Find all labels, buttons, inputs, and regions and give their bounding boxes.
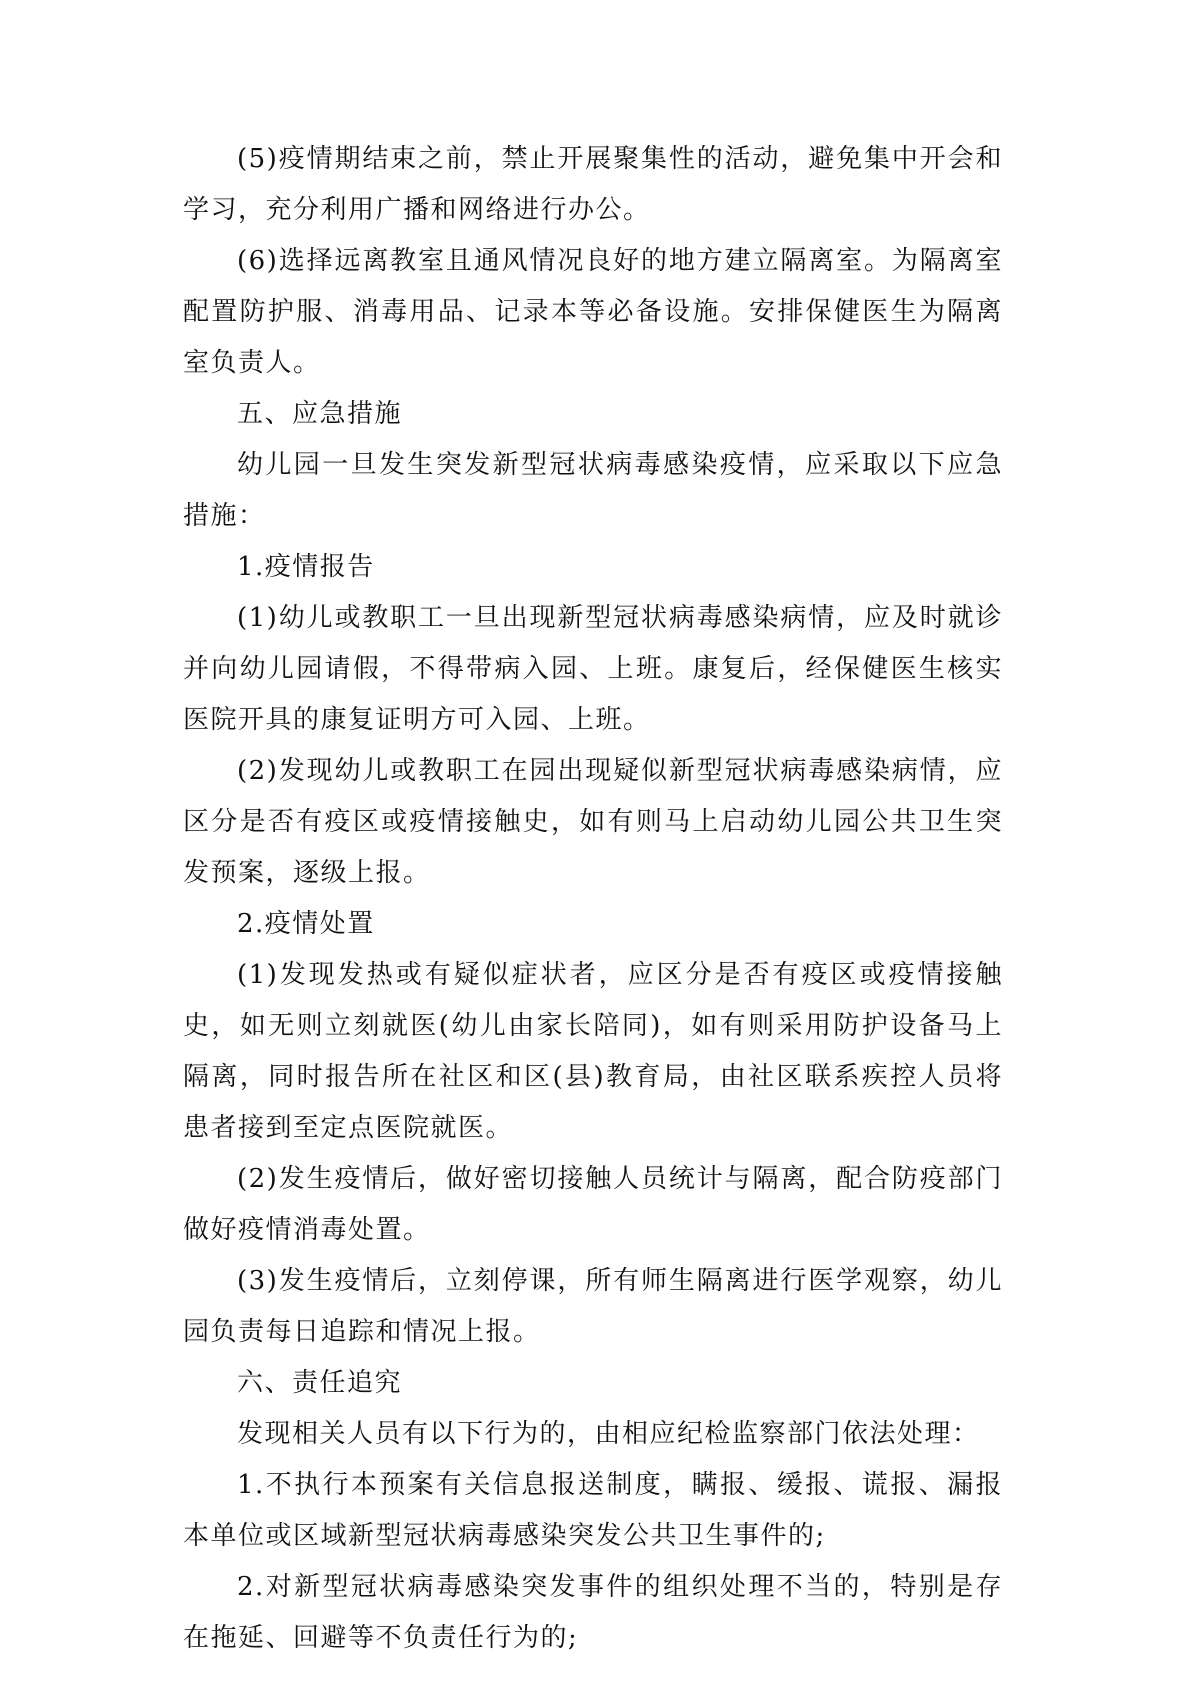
paragraph-emergency-intro: 幼儿园一旦发生突发新型冠状病毒感染疫情，应采取以下应急措施： <box>183 450 1003 531</box>
paragraph-handling-3: (3)发生疫情后，立刻停课，所有师生隔离进行医学观察，幼儿园负责每日追踪和情况上报。 <box>183 1266 1003 1347</box>
paragraph-accountability-1: 1.不执行本预案有关信息报送制度，瞒报、缓报、谎报、漏报本单位或区域新型冠状病毒感染突发公共卫生事件的; <box>183 1470 1003 1551</box>
paragraph-handling-1: (1)发现发热或有疑似症状者，应区分是否有疫区或疫情接触史，如无则立刻就医(幼儿由家长陪同)，如有则采用防护设备马上隔离，同时报告所在社区和区(县)教育局，由社区联系疾控人员将患者接到至定点医院就医。 <box>183 960 1003 1143</box>
section-heading-emergency-measures: 五、应急措施 <box>237 399 403 429</box>
document-body <box>183 134 1003 1664</box>
paragraph-handling-2: (2)发生疫情后，做好密切接触人员统计与隔离，配合防疫部门做好疫情消毒处置。 <box>183 1164 1003 1245</box>
paragraph-item-6: (6)选择远离教室且通风情况良好的地方建立隔离室。为隔离室配置防护服、消毒用品、记录本等必备设施。安排保健医生为隔离室负责人。 <box>183 246 1003 378</box>
paragraph-report-2: (2)发现幼儿或教职工在园出现疑似新型冠状病毒感染病情，应区分是否有疫区或疫情接触史，如有则马上启动幼儿园公共卫生突发预案，逐级上报。 <box>183 756 1003 888</box>
subheading-epidemic-handling: 2.疫情处置 <box>237 909 375 939</box>
paragraph-item-5: (5)疫情期结束之前，禁止开展聚集性的活动，避免集中开会和学习，充分利用广播和网络进行办公。 <box>183 144 1003 225</box>
subheading-epidemic-report: 1.疫情报告 <box>237 552 375 582</box>
paragraph-report-1: (1)幼儿或教职工一旦出现新型冠状病毒感染病情，应及时就诊并向幼儿园请假，不得带病入园、上班。康复后，经保健医生核实医院开具的康复证明方可入园、上班。 <box>183 603 1003 735</box>
paragraph-accountability-2: 2.对新型冠状病毒感染突发事件的组织处理不当的，特别是存在拖延、回避等不负责任行为的; <box>183 1572 1003 1653</box>
paragraph-accountability-intro: 发现相关人员有以下行为的，由相应纪检监察部门依法处理： <box>237 1419 980 1449</box>
section-heading-accountability: 六、责任追究 <box>237 1368 403 1398</box>
